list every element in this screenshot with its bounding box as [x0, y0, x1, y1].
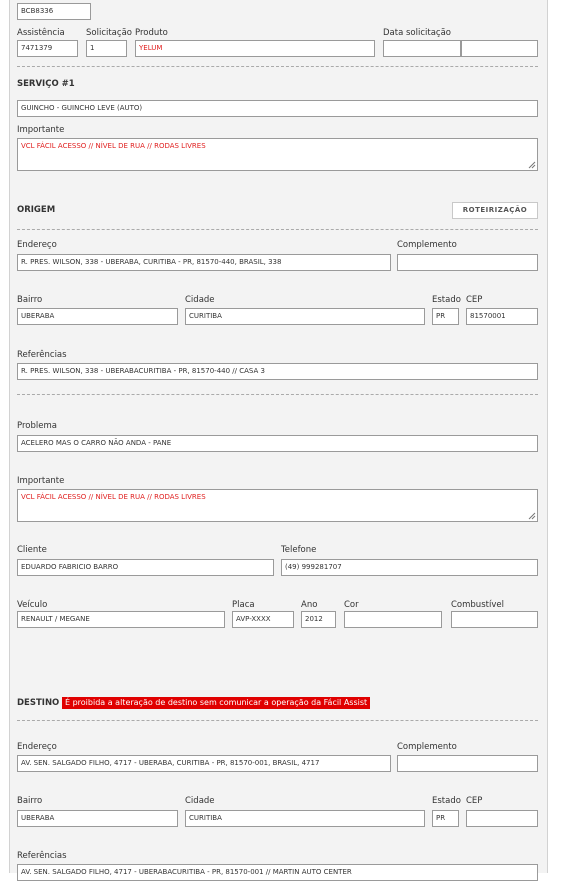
origem-cep-field[interactable]: 81570001	[466, 308, 538, 325]
problema-importante-textarea[interactable]	[17, 489, 538, 522]
destino-bairro-label: Bairro	[17, 796, 43, 806]
destino-endereco-label: Endereço	[17, 742, 57, 752]
problema-label: Problema	[17, 421, 57, 431]
origem-title: ORIGEM	[17, 205, 56, 215]
resize-grip-icon[interactable]	[528, 512, 536, 520]
divider	[17, 229, 538, 230]
destino-referencias-field[interactable]: AV. SEN. SALGADO FILHO, 4717 - UBERABACURITIBA - PR, 81570-001 // MARTIN AUTO CENTER	[17, 864, 538, 881]
destino-title: DESTINO	[17, 698, 60, 708]
servico-title: SERVIÇO #1	[17, 79, 75, 89]
data-solicitacao-label: Data solicitação	[383, 28, 452, 38]
servico-importante-label: Importante	[17, 125, 65, 135]
produto-field[interactable]: YELUM	[135, 40, 375, 57]
data-solicitacao-time-field[interactable]	[461, 40, 538, 57]
origem-complemento-field[interactable]	[397, 254, 538, 271]
destino-cidade-label: Cidade	[185, 796, 215, 806]
divider	[17, 394, 538, 395]
assistencia-field[interactable]: 7471379	[17, 40, 78, 57]
destino-bairro-field[interactable]: UBERABA	[17, 810, 178, 827]
combustivel-field[interactable]	[451, 611, 538, 628]
origem-estado-field[interactable]: PR	[432, 308, 459, 325]
servico-importante-textarea[interactable]	[17, 138, 538, 171]
placa-label: Placa	[232, 600, 255, 610]
veiculo-label: Veículo	[17, 600, 48, 610]
divider	[17, 66, 538, 67]
telefone-label: Telefone	[281, 545, 317, 555]
code-field[interactable]: BCB8336	[17, 3, 91, 20]
destino-complemento-field[interactable]	[397, 755, 538, 772]
data-solicitacao-date-field[interactable]	[383, 40, 461, 57]
produto-label: Produto	[135, 28, 168, 38]
origem-cep-label: CEP	[466, 295, 483, 305]
origem-cidade-label: Cidade	[185, 295, 215, 305]
placa-field[interactable]: AVP-XXXX	[232, 611, 294, 628]
origem-complemento-label: Complemento	[397, 240, 457, 250]
problema-importante-label: Importante	[17, 476, 65, 486]
origem-referencias-label: Referências	[17, 350, 67, 360]
destino-cidade-field[interactable]: CURITIBA	[185, 810, 425, 827]
problema-importante-text: VCL FÁCIL ACESSO // NÍVEL DE RUA // RODAS LIVRES	[21, 493, 206, 501]
cor-label: Cor	[344, 600, 359, 610]
destino-cep-label: CEP	[466, 796, 483, 806]
destino-endereco-field[interactable]: AV. SEN. SALGADO FILHO, 4717 - UBERABA, CURITIBA - PR, 81570-001, BRASIL, 4717	[17, 755, 391, 772]
resize-grip-icon[interactable]	[528, 161, 536, 169]
telefone-field[interactable]: (49) 999281707	[281, 559, 538, 576]
destino-estado-label: Estado	[432, 796, 461, 806]
solicitacao-field[interactable]: 1	[86, 40, 127, 57]
veiculo-field[interactable]: RENAULT / MEGANE	[17, 611, 225, 628]
problema-field[interactable]: ACELERO MAS O CARRO NÃO ANDA - PANE	[17, 435, 538, 452]
cor-field[interactable]	[344, 611, 442, 628]
servico-importante-text: VCL FÁCIL ACESSO // NÍVEL DE RUA // RODAS LIVRES	[21, 142, 206, 150]
destino-complemento-label: Complemento	[397, 742, 457, 752]
destino-estado-field[interactable]: PR	[432, 810, 459, 827]
origem-referencias-field[interactable]: R. PRES. WILSON, 338 - UBERABACURITIBA - PR, 81570-440 // CASA 3	[17, 363, 538, 380]
origem-endereco-label: Endereço	[17, 240, 57, 250]
ano-label: Ano	[301, 600, 318, 610]
origem-endereco-field[interactable]: R. PRES. WILSON, 338 - UBERABA, CURITIBA - PR, 81570-440, BRASIL, 338	[17, 254, 391, 271]
origem-estado-label: Estado	[432, 295, 461, 305]
combustivel-label: Combustível	[451, 600, 504, 610]
assistencia-label: Assistência	[17, 28, 65, 38]
ano-field[interactable]: 2012	[301, 611, 336, 628]
roteirizacao-button[interactable]: ROTEIRIZAÇÃO	[452, 202, 538, 219]
origem-bairro-label: Bairro	[17, 295, 43, 305]
servico-field[interactable]: GUINCHO - GUINCHO LEVE (AUTO)	[17, 100, 538, 117]
cliente-field[interactable]: EDUARDO FABRICIO BARRO	[17, 559, 274, 576]
destino-referencias-label: Referências	[17, 851, 67, 861]
solicitacao-label: Solicitação	[86, 28, 132, 38]
destino-cep-field[interactable]	[466, 810, 538, 827]
origem-bairro-field[interactable]: UBERABA	[17, 308, 178, 325]
origem-cidade-field[interactable]: CURITIBA	[185, 308, 425, 325]
cliente-label: Cliente	[17, 545, 47, 555]
divider	[17, 720, 538, 721]
destino-warning-badge: É proibida a alteração de destino sem comunicar a operação da Fácil Assist	[62, 697, 370, 709]
